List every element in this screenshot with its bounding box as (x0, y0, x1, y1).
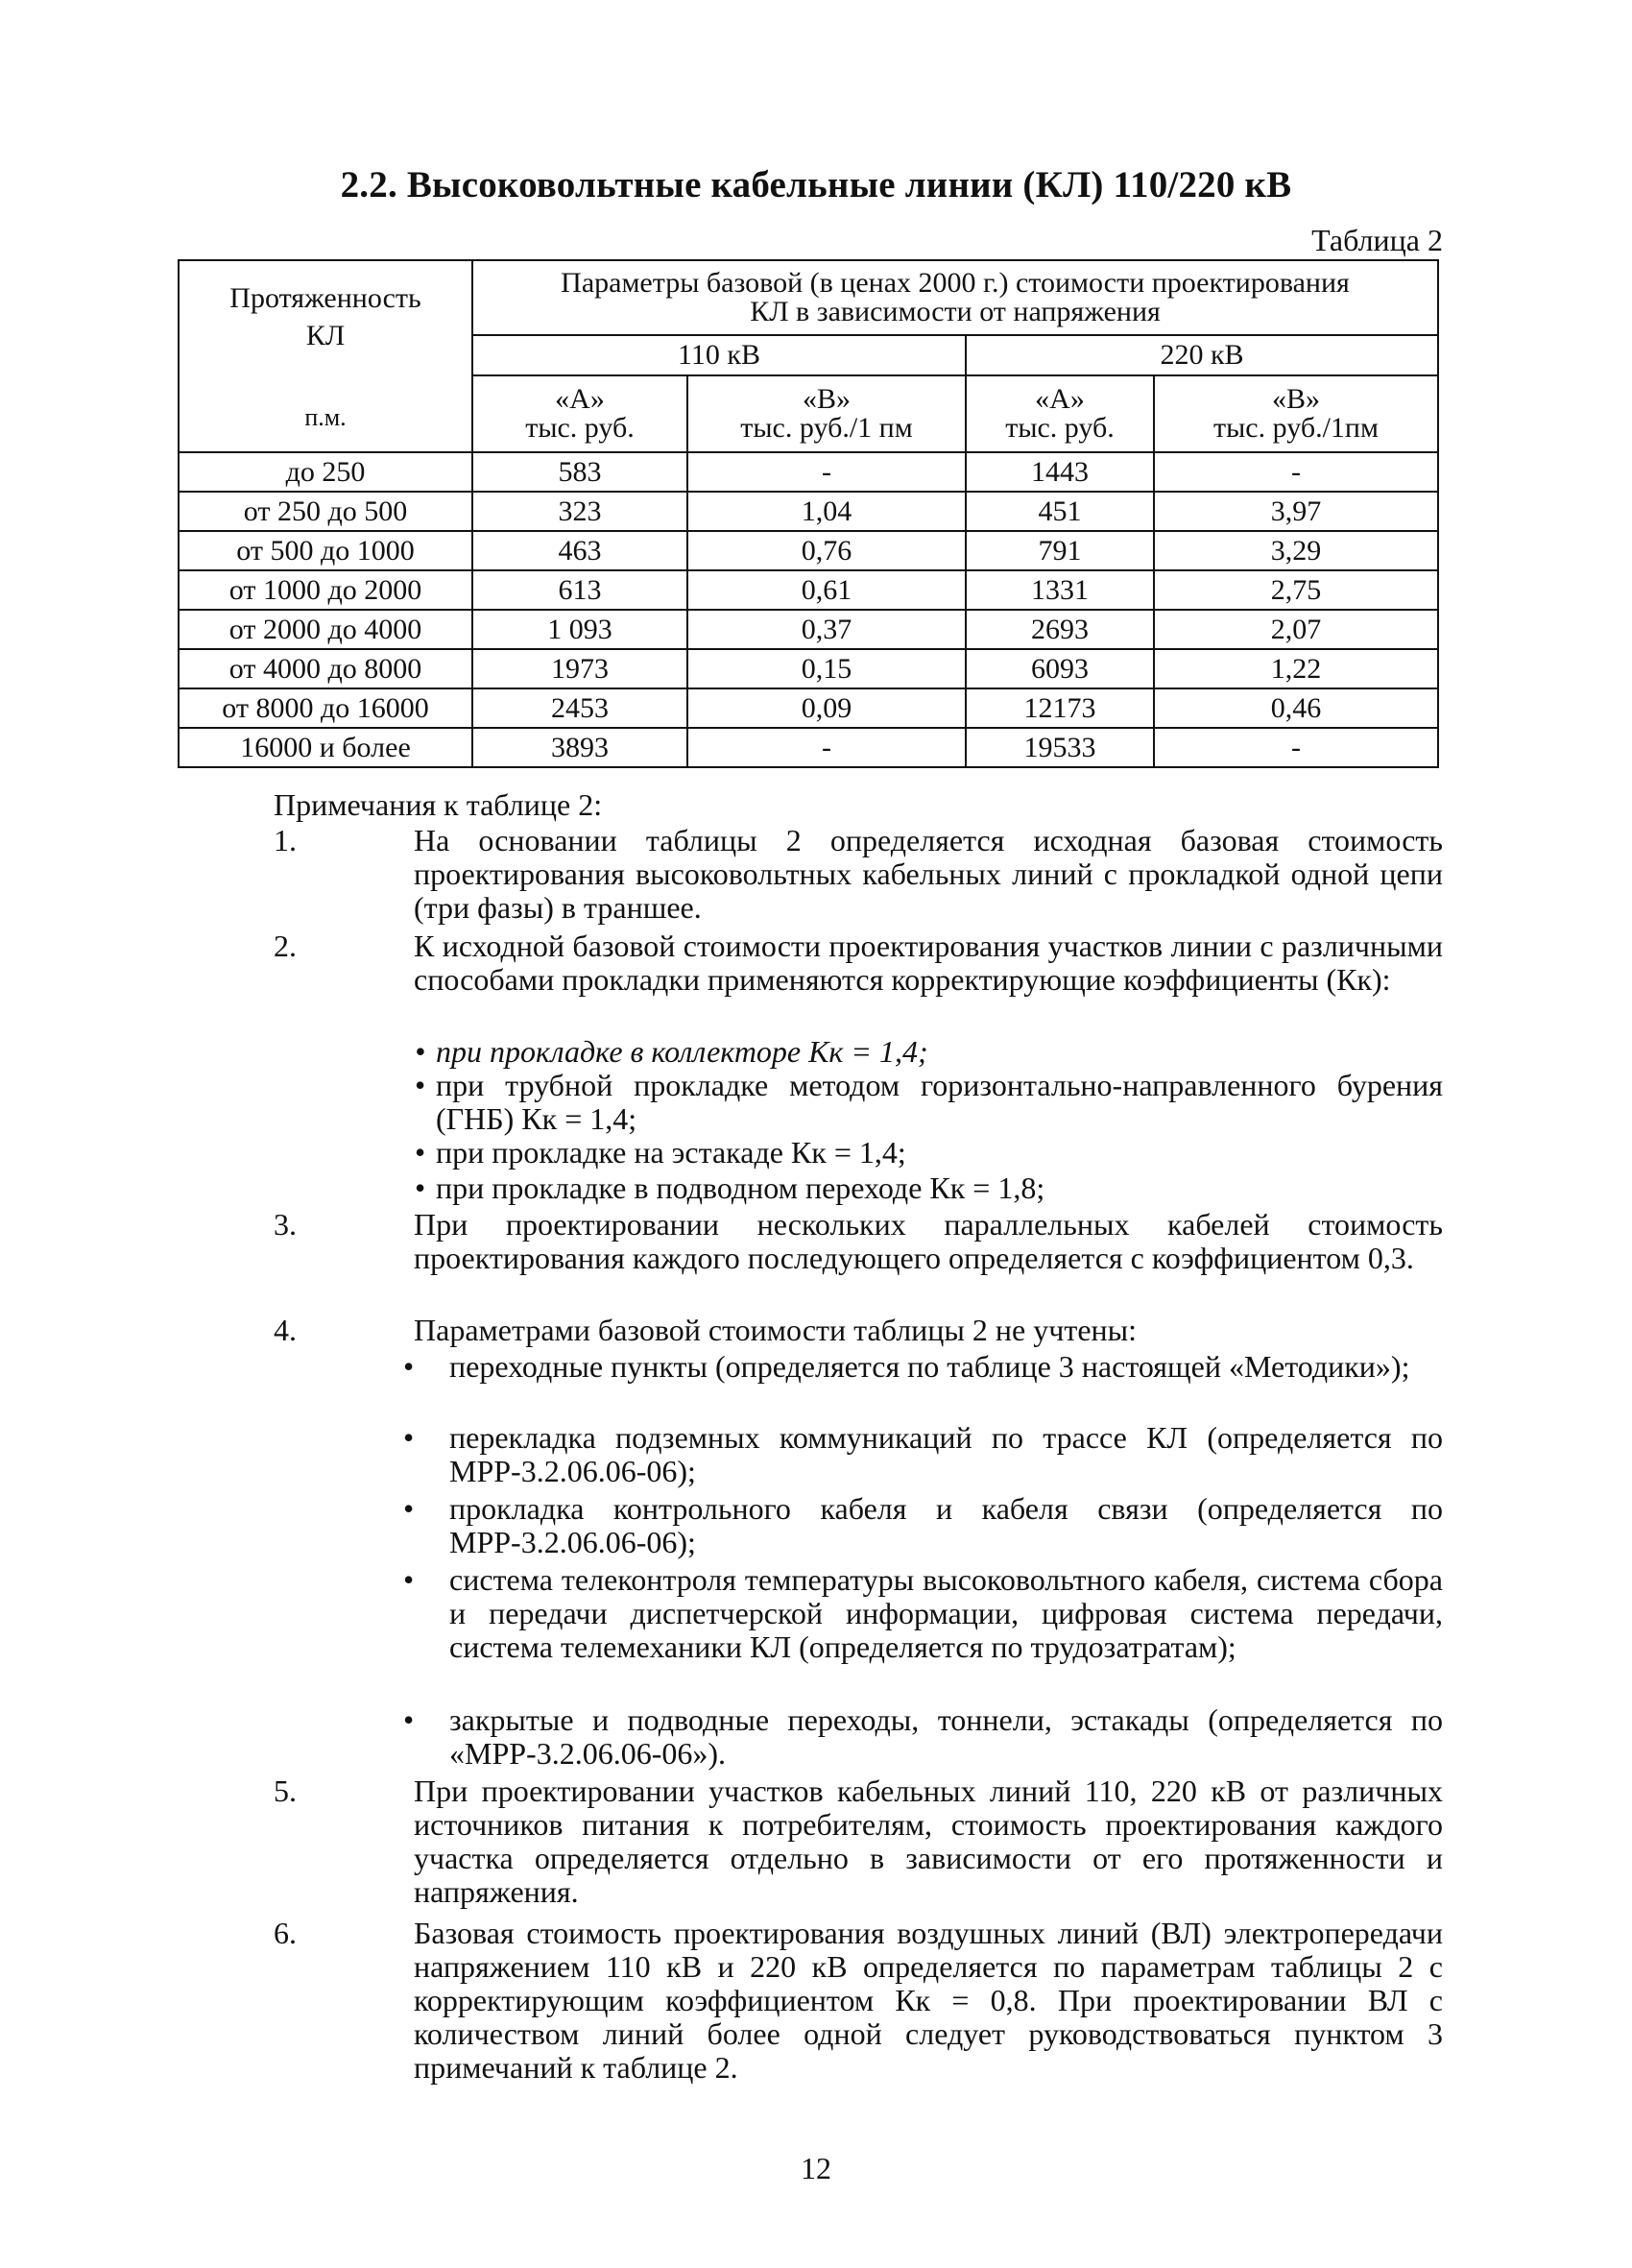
b220-cell: - (1154, 452, 1438, 492)
col-a-110-header (472, 375, 687, 452)
note-number: 2. (274, 929, 297, 963)
a220-cell: 19533 (966, 728, 1154, 767)
bullet-icon: • (415, 1170, 426, 1205)
bullet-text: переходные пункты (определяется по таблице 3 настоящей «Методики»); (449, 1349, 1410, 1384)
bullet-text: при трубной прокладке методом горизонтально-направленного бурения (ГНБ) Кк = 1,4; (436, 1068, 1443, 1136)
bullet-icon: • (403, 1491, 415, 1526)
note-number: 3. (274, 1207, 297, 1242)
bullet-icon: • (403, 1562, 415, 1597)
table-row (179, 728, 1438, 767)
b220-cell: 1,22 (1154, 649, 1438, 688)
range-cell: от 2000 до 4000 (179, 610, 472, 649)
col-b-unit: тыс. руб./1 пм (740, 412, 913, 444)
note-2 (274, 929, 1443, 1035)
voltage-110-header: 110 кВ (472, 335, 966, 375)
b220-cell: 0,46 (1154, 688, 1438, 728)
length-header-line2: КЛ (305, 320, 346, 351)
length-header-unit: п.м. (304, 403, 347, 431)
range-cell: от 8000 до 16000 (179, 688, 472, 728)
note-text: Параметрами базовой стоимости таблицы 2 не учтены: (414, 1313, 1138, 1347)
bullet-icon: • (403, 1349, 415, 1384)
bullet-icon: • (403, 1420, 415, 1455)
a110-cell: 613 (472, 570, 687, 610)
a220-cell: 791 (966, 531, 1154, 570)
a220-cell: 451 (966, 492, 1154, 531)
b220-cell: 3,29 (1154, 531, 1438, 570)
a220-cell: 1443 (966, 452, 1154, 492)
notes-title: Примечания к таблице 2: (274, 787, 603, 822)
table-row (179, 452, 1438, 492)
voltage-220-header: 220 кВ (966, 335, 1438, 375)
col-a-unit: тыс. руб. (525, 412, 635, 444)
b110-cell: 1,04 (687, 492, 966, 531)
a110-cell: 2453 (472, 688, 687, 728)
note-3 (274, 1208, 1443, 1314)
note-text: К исходной базовой стоимости проектирования участков линии с различными способами прокладки применяются корректирующие коэффициенты (Кк): (414, 929, 1443, 997)
table-row (179, 649, 1438, 688)
a110-cell: 1973 (472, 649, 687, 688)
a220-cell: 12173 (966, 688, 1154, 728)
range-cell: от 250 до 500 (179, 492, 472, 531)
col-a-220-header (966, 375, 1154, 452)
bullet-icon: • (415, 1068, 426, 1102)
bullet-text: система телеконтроля температуры высоковольтного кабеля, система сбора и передачи диспетчерской информации, цифровая система передачи, система телемеханики КЛ (определяется по трудозатратам); (449, 1562, 1443, 1664)
table-row (179, 492, 1438, 531)
a220-cell: 1331 (966, 570, 1154, 610)
note-text: При проектировании нескольких параллельных кабелей стоимость проектирования каждого последующего определяется с коэффициентом 0,3. (414, 1207, 1443, 1275)
col-a-unit: тыс. руб. (1005, 412, 1115, 444)
b110-cell: 0,76 (687, 531, 966, 570)
a110-cell: 463 (472, 531, 687, 570)
note-text: На основании таблицы 2 определяется исходная базовая стоимость проектирования высоковольтных кабельных линий с прокладкой одной цепи (три фазы) в траншее. (414, 823, 1443, 925)
cost-table (178, 259, 1439, 768)
table-caption: Таблица 2 (1311, 223, 1443, 257)
note-5 (274, 1774, 1443, 1917)
bullet-icon: • (403, 1702, 415, 1737)
b220-cell: 3,97 (1154, 492, 1438, 531)
bullet-text: перекладка подземных коммуникаций по трассе КЛ (определяется по МРР-3.2.06.06-06); (449, 1420, 1443, 1488)
bullet-text: закрытые и подводные переходы, тоннели, эстакады (определяется по «МРР-3.2.06.06-06»). (449, 1702, 1443, 1771)
a220-cell: 6093 (966, 649, 1154, 688)
a110-cell: 1 093 (472, 610, 687, 649)
range-cell: от 1000 до 2000 (179, 570, 472, 610)
b220-cell: 2,75 (1154, 570, 1438, 610)
bullet-icon: • (415, 1034, 426, 1069)
page-number: 12 (801, 2151, 831, 2185)
col-b-unit: тыс. руб./1пм (1213, 412, 1379, 444)
range-cell: 16000 и более (179, 728, 472, 767)
range-cell: до 250 (179, 452, 472, 492)
length-header-line1: Протяженность (229, 282, 421, 314)
b110-cell: 0,37 (687, 610, 966, 649)
note-number: 1. (274, 823, 297, 857)
note-number: 6. (274, 1916, 297, 1950)
table-row (179, 531, 1438, 570)
b110-cell: 0,09 (687, 688, 966, 728)
note-number: 4. (274, 1313, 297, 1347)
note-text: При проектировании участков кабельных линий 110, 220 кВ от различных источников питания к потребителям, стоимость проектирования каждого участка определяется отдельно в зависимости от его протяженности и напряжения. (414, 1773, 1443, 1909)
a220-cell: 2693 (966, 610, 1154, 649)
bullet-text: при прокладке на эстакаде Кк = 1,4; (436, 1135, 906, 1170)
length-header-cell (179, 260, 472, 452)
bullet-text: прокладка контрольного кабеля и кабеля связи (определяется по МРР-3.2.06.06-06); (449, 1491, 1443, 1559)
a110-cell: 583 (472, 452, 687, 492)
col-b-label: «В» (1271, 383, 1320, 415)
note-4 (274, 1314, 1443, 1350)
range-cell: от 500 до 1000 (179, 531, 472, 570)
b220-cell: 2,07 (1154, 610, 1438, 649)
b110-cell: - (687, 452, 966, 492)
params-header-line2: КЛ в зависимости от напряжения (750, 296, 1161, 327)
note-text: Базовая стоимость проектирования воздушных линий (ВЛ) электропередачи напряжением 110 кВ и 220 кВ определяется по параметрам таблицы 2 с корректирующим коэффициентом Кк = 0,8. При проектировании ВЛ с количеством линий более одной следует руководствоваться пунктом 3 примечаний к таблице 2. (414, 1916, 1443, 2085)
params-header-cell (472, 260, 1438, 335)
col-b-110-header (687, 375, 966, 452)
note-6 (274, 1917, 1443, 2099)
table-row (179, 570, 1438, 610)
params-header-line1: Параметры базовой (в ценах 2000 г.) стоимости проектирования (561, 267, 1350, 299)
section-heading: 2.2. Высоковольтные кабельные линии (КЛ) 110/220 кВ (340, 164, 1292, 205)
bullet-text: при прокладке в подводном переходе Кк = 1,8; (436, 1170, 1045, 1205)
table-row (179, 688, 1438, 728)
col-a-label: «А» (555, 383, 605, 415)
b110-cell: - (687, 728, 966, 767)
note-number: 5. (274, 1773, 297, 1808)
col-a-label: «А» (1035, 383, 1085, 415)
b110-cell: 0,61 (687, 570, 966, 610)
a110-cell: 3893 (472, 728, 687, 767)
b220-cell: - (1154, 728, 1438, 767)
bullet-text: при прокладке в коллекторе Кк = 1,4; (436, 1034, 928, 1069)
col-b-220-header (1154, 375, 1438, 452)
note-1 (274, 824, 1443, 929)
table-row (179, 610, 1438, 649)
col-b-label: «В» (802, 383, 851, 415)
bullet-icon: • (415, 1135, 426, 1170)
b110-cell: 0,15 (687, 649, 966, 688)
a110-cell: 323 (472, 492, 687, 531)
range-cell: от 4000 до 8000 (179, 649, 472, 688)
